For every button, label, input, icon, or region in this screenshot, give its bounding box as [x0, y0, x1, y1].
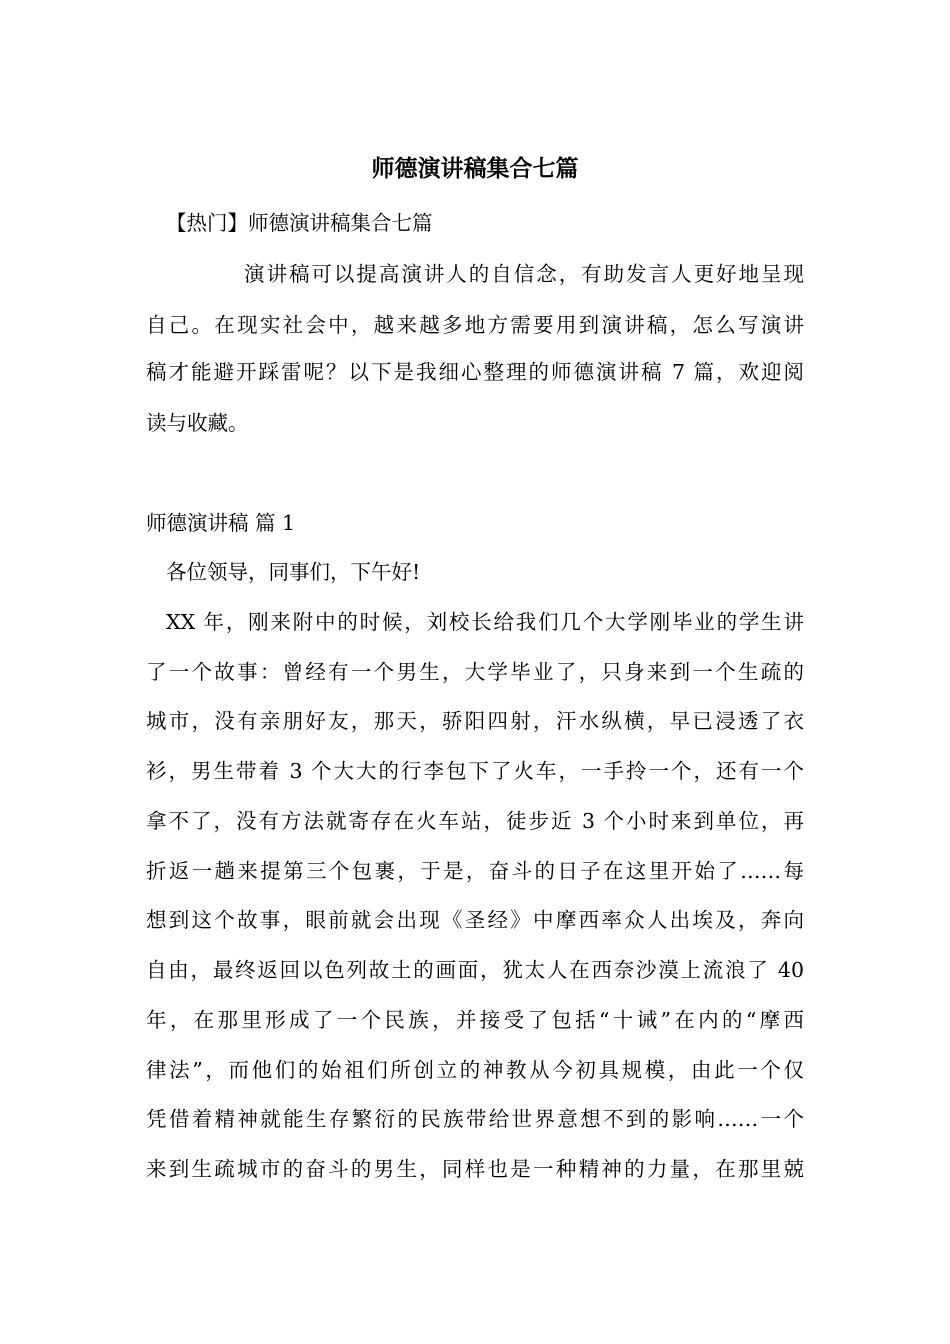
body-line-5: 拿不了，没有方法就寄存在火车站，徒步近 3 个小时来到单位，再: [146, 809, 804, 833]
body-line-8: 自由，最终返回以色列故土的画面，犹太人在西奈沙漠上流浪了 40: [146, 958, 804, 982]
body-line-4: 衫，男生带着 3 个大大的行李包下了火车，一手拎一个，还有一个: [146, 759, 804, 783]
body-line-11: 凭借着精神就能生存繁衍的民族带给世界意想不到的影响……一个: [146, 1107, 804, 1131]
body-line-12: 来到生疏城市的奋斗的男生，同样也是一种精神的力量，在那里兢: [146, 1157, 804, 1181]
body-line-7: 想到这个故事，眼前就会出现《圣经》中摩西率众人出埃及，奔向: [146, 908, 804, 932]
intro-line-3: 稿才能避开踩雷呢？以下是我细心整理的师德演讲稿 7 篇，欢迎阅: [146, 360, 804, 384]
body-line-10: 律法”，而他们的始祖们所创立的神教从今初具规模，由此一个仅: [146, 1058, 804, 1082]
body-line-1: XX 年，刚来附中的时候，刘校长给我们几个大学刚毕业的学生讲: [166, 610, 804, 634]
intro-line-1: 演讲稿可以提高演讲人的自信念，有助发言人更好地呈现: [244, 262, 804, 286]
document-subtitle: 【热门】师德演讲稿集合七篇: [166, 211, 433, 235]
document-title: 师德演讲稿集合七篇: [371, 156, 579, 182]
intro-line-2: 自己。在现实社会中，越来越多地方需要用到演讲稿，怎么写演讲: [146, 313, 804, 337]
body-line-6: 折返一趟来提第三个包裹，于是，奋斗的日子在这里开始了……每: [146, 859, 804, 883]
body-line-9: 年，在那里形成了一个民族，并接受了包括“十诫”在内的“摩西: [146, 1008, 804, 1032]
greeting-line: 各位领导，同事们，下午好!: [166, 560, 421, 584]
intro-line-4: 读与收藏。: [146, 411, 249, 435]
body-line-3: 城市，没有亲朋好友，那天，骄阳四射，汗水纵横，早已浸透了衣: [146, 709, 804, 733]
body-line-2: 了一个故事：曾经有一个男生，大学毕业了，只身来到一个生疏的: [146, 660, 804, 684]
section-heading: 师德演讲稿 篇 1: [146, 511, 296, 535]
